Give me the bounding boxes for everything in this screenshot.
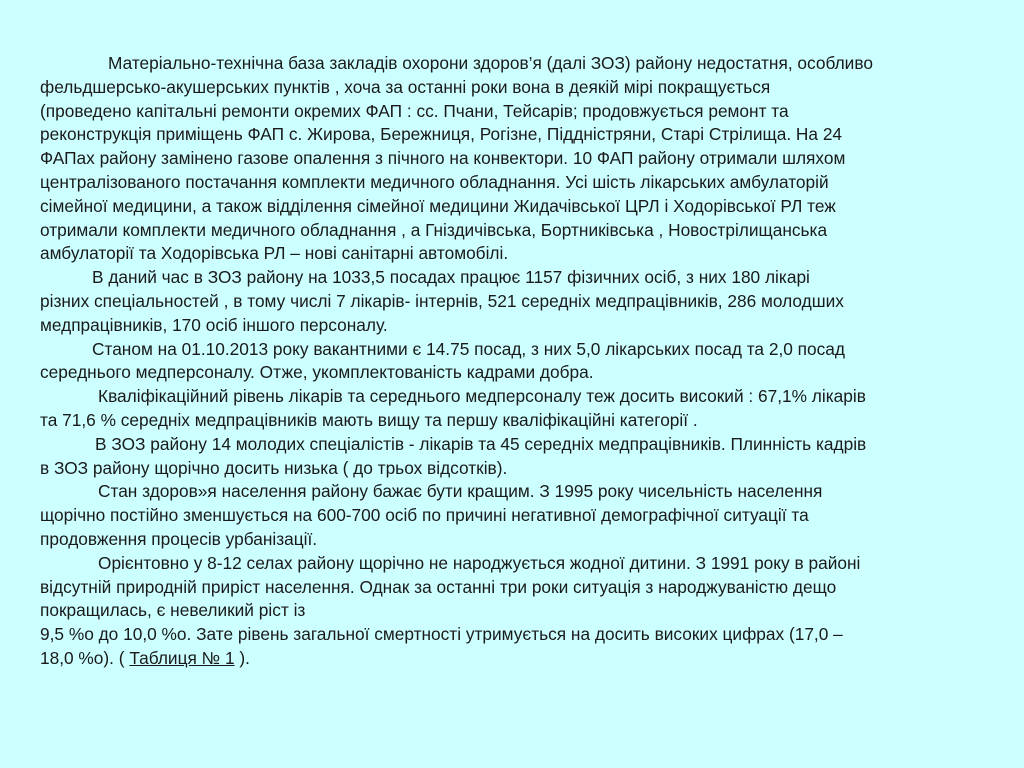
text-line: Матеріально-технічна база закладів охорони здоров’я (далі ЗОЗ) району недостатня, особливо bbox=[108, 53, 873, 73]
paragraph-material-base bbox=[40, 52, 1000, 266]
text-line: В ЗОЗ району 14 молодих спеціалістів - лікарів та 45 середніх медпрацівників. Плинність кадрів bbox=[95, 433, 867, 454]
text-line: Стан здоров»я населення району бажає бути кращим. З 1995 року чисельність населення bbox=[98, 481, 823, 502]
text-line: покращилась, є невеликий ріст із bbox=[40, 600, 306, 621]
text-line: централізованого постачання комплекти медичного обладнання. Усі шість лікарських амбулаторій bbox=[40, 171, 829, 192]
text-line: Станом на 01.10.2013 року вакантними є 14.75 посад, з них 5,0 лікарських посад та 2,0 посад bbox=[92, 338, 845, 359]
text-fragment: 18,0 %о). ( bbox=[40, 647, 130, 668]
text-line: сімейної медицини, а також відділення сімейної медицини Жидачівської ЦРЛ і Ходорівської РЛ теж bbox=[40, 195, 836, 216]
text-line bbox=[40, 647, 1000, 671]
text-line: продовження процесів урбанізації. bbox=[40, 528, 318, 549]
text-line: фельдшерсько-акушерських пунктів , хоча за останні роки вона в деякій мірі покращується bbox=[40, 76, 771, 97]
text-line: відсутній природній приріст населення. Однак за останні три роки ситуація з народжуваністю дещо bbox=[40, 576, 837, 597]
slide-text-body bbox=[40, 52, 1000, 671]
paragraph-young-specialists bbox=[40, 433, 1000, 481]
text-line: (проведено капітальні ремонти окремих ФАП : сс. Пчани, Тейсарів; продовжується ремонт та bbox=[40, 100, 789, 121]
text-fragment: ). bbox=[234, 647, 250, 668]
text-line: отримали комплекти медичного обладнання , а Гніздичівська, Бортниківська , Новострілищанська bbox=[40, 219, 828, 240]
paragraph-population-health bbox=[40, 480, 1000, 551]
text-line: різних спеціальностей , в тому числі 7 лікарів- інтернів, 521 середніх медпрацівників, 286 молодших bbox=[40, 290, 844, 311]
paragraph-births-mortality bbox=[40, 552, 1000, 671]
text-line: В даний час в ЗОЗ району на 1033,5 посадах працює 1157 фізичних осіб, з них 180 лікарі bbox=[92, 267, 810, 288]
paragraph-staffing bbox=[40, 266, 1000, 337]
text-line: реконструкція приміщень ФАП с. Жирова, Бережниця, Рогізне, Піддністряни, Старі Стрілища. На 24 bbox=[40, 124, 843, 145]
text-line: медпрацівників, 170 осіб іншого персоналу. bbox=[40, 314, 388, 335]
text-line: амбулаторії та Ходорівська РЛ – нові санітарні автомобілі. bbox=[40, 243, 509, 264]
table-1-link[interactable]: Таблиця № 1 bbox=[129, 647, 235, 668]
text-line: щорічно постійно зменшується на 600-700 осіб по причині негативної демографічної ситуації та bbox=[40, 505, 809, 526]
text-line: Орієнтовно у 8-12 селах району щорічно не народжується жодної дитини. З 1991 року в районі bbox=[98, 552, 861, 573]
text-line: Кваліфікаційний рівень лікарів та середнього медперсоналу теж досить високий : 67,1% лікарів bbox=[98, 386, 866, 407]
text-line: середнього медперсоналу. Отже, укомплектованість кадрами добра. bbox=[40, 362, 594, 383]
text-line: 9,5 %о до 10,0 %о. Зате рівень загальної смертності утримується на досить високих цифрах (17,0 – bbox=[40, 624, 843, 645]
paragraph-vacancies bbox=[40, 338, 1000, 386]
paragraph-qualification bbox=[40, 385, 1000, 433]
text-line: ФАПах району замінено газове опалення з пічного на конвектори. 10 ФАП району отримали шляхом bbox=[40, 148, 846, 169]
text-line: в ЗОЗ району щорічно досить низька ( до трьох відсотків). bbox=[40, 457, 508, 478]
text-line: та 71,6 % середніх медпрацівників мають вищу та першу кваліфікаційні категорії . bbox=[40, 409, 698, 430]
